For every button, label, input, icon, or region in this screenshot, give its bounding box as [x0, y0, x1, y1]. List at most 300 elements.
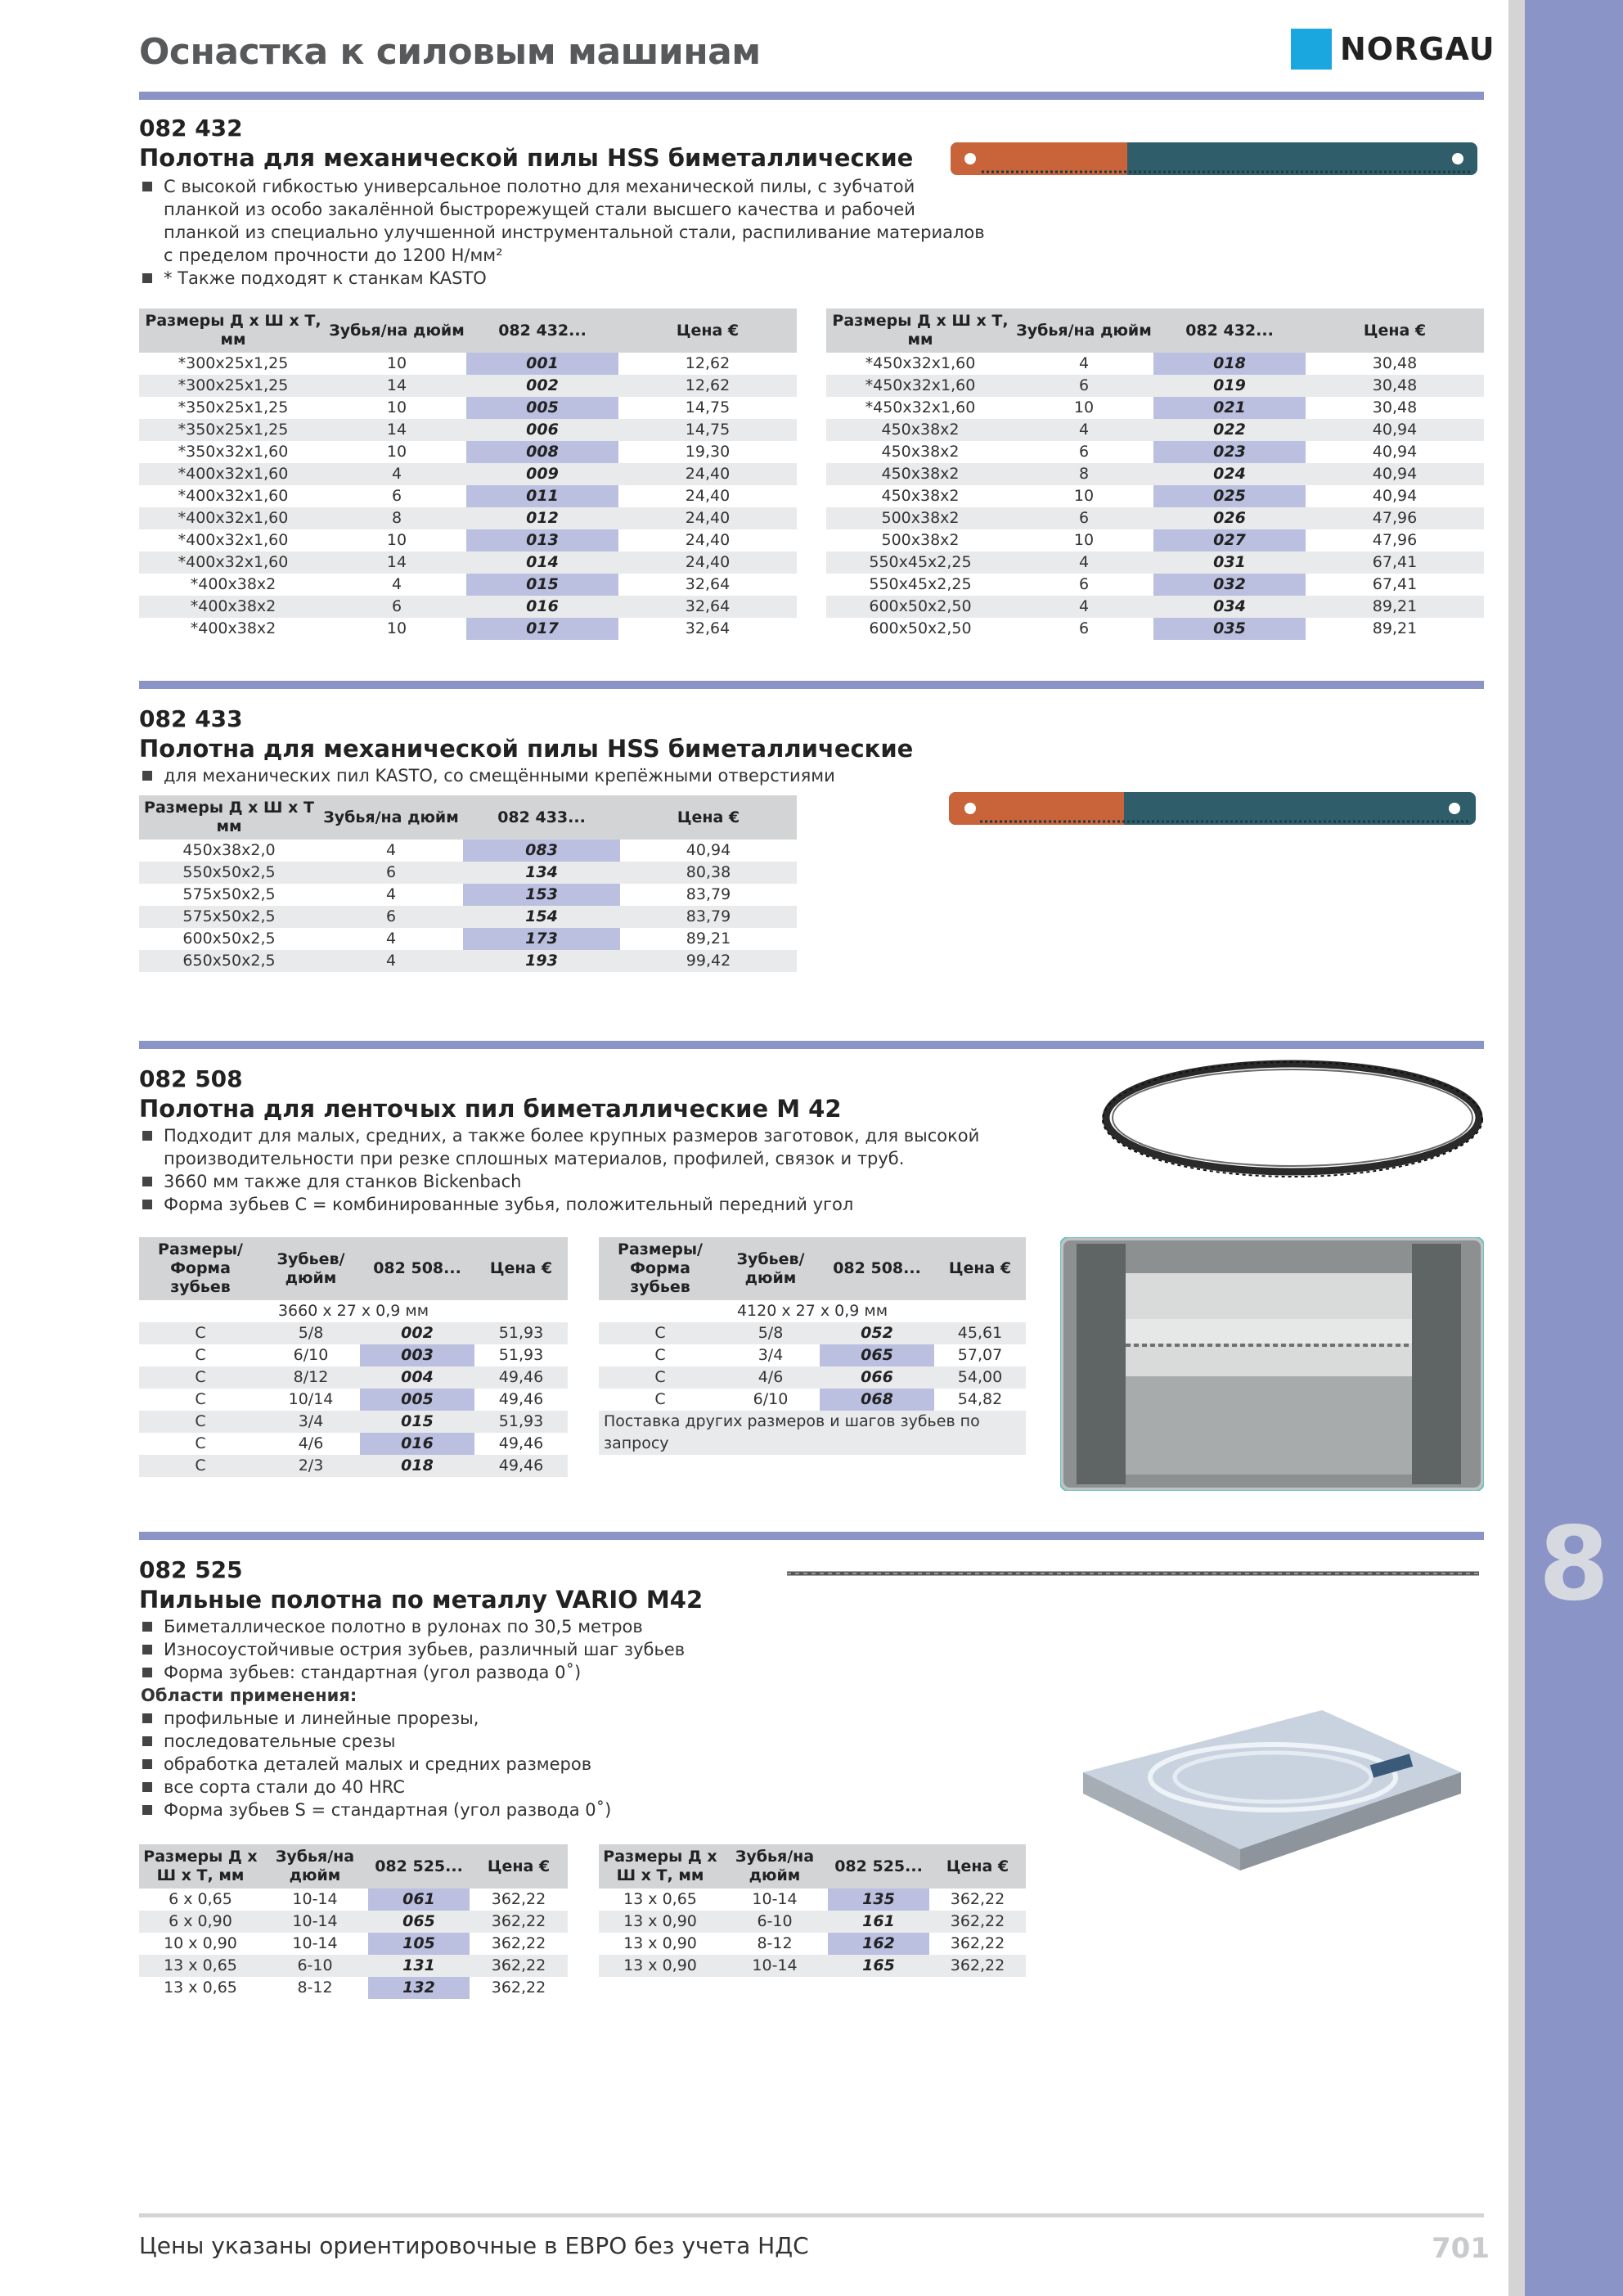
- band-saw-cutting-photo: [1060, 1237, 1484, 1491]
- col-header-teeth: Зубьев/ дюйм: [262, 1237, 360, 1300]
- table-row: [139, 485, 797, 507]
- col-header-code: 082 525...: [368, 1844, 470, 1889]
- cell-code: 193: [463, 950, 620, 972]
- col-header-price: Цена €: [929, 1844, 1026, 1889]
- table-row: [139, 1411, 568, 1433]
- table-row: [139, 884, 797, 906]
- hacksaw-blade-image: [949, 137, 1479, 180]
- cell-price: 362,22: [491, 1934, 546, 1952]
- cell-size: *400x38x2: [190, 619, 276, 637]
- bullet-continuation: планкой из особо закалённой быстрорежущей стали высшего качества и рабочей: [164, 200, 915, 219]
- cell-size: 450x38x2: [881, 487, 960, 505]
- cell-teeth: 10: [386, 531, 407, 549]
- table-row: [139, 463, 797, 485]
- cell-code: 132: [368, 1977, 470, 1999]
- table-row: [826, 353, 1484, 375]
- cell-price: 40,94: [1306, 463, 1484, 485]
- cell-teeth: 8-12: [297, 1979, 333, 1997]
- cell-code: 021: [1153, 397, 1306, 419]
- cell-teeth: 3/4: [758, 1346, 784, 1364]
- cell-teeth: 6-10: [722, 1911, 828, 1933]
- col-header-size: Размеры Д х Ш х Т, мм: [139, 1844, 262, 1889]
- table-row: [139, 862, 797, 884]
- cell-code: 019: [1153, 375, 1306, 397]
- cell-price: 40,94: [686, 841, 731, 859]
- cell-teeth: 10-14: [262, 1911, 368, 1933]
- cell-teeth: 6: [319, 862, 463, 884]
- cell-code: 065: [820, 1344, 934, 1366]
- table-row: [139, 596, 797, 618]
- cell-teeth: 4: [385, 885, 397, 903]
- cell-size: C: [139, 1366, 262, 1389]
- cell-size: 450x38x2,0: [182, 841, 276, 859]
- cell-code: 065: [368, 1911, 470, 1933]
- table-row: [599, 1955, 1026, 1977]
- cell-teeth: 6: [1014, 507, 1153, 529]
- brand-square-icon: [1291, 29, 1332, 70]
- table-body: [599, 1889, 1026, 1977]
- table-row: [826, 529, 1484, 551]
- cell-size: 500x38x2: [826, 507, 1014, 529]
- cell-code: 173: [463, 928, 620, 950]
- cell-teeth: 6: [391, 487, 402, 505]
- cell-price: 32,64: [685, 619, 731, 637]
- table-row: [139, 1933, 568, 1955]
- cell-size: 13 x 0,65: [164, 1979, 237, 1997]
- cell-price: 362,22: [950, 1890, 1005, 1908]
- cell-price: 24,40: [685, 531, 731, 549]
- cell-code: 006: [466, 419, 618, 441]
- cell-price: 12,62: [685, 354, 731, 372]
- cell-code: 135: [828, 1889, 929, 1911]
- table-row: [139, 1911, 568, 1933]
- cell-code: 035: [1153, 618, 1306, 640]
- cell-teeth: 6: [1078, 575, 1090, 593]
- cell-size: 600x50x2,5: [182, 930, 276, 948]
- bullet-item: профильные и линейные прорезы,: [141, 1707, 685, 1730]
- table-row: [826, 507, 1484, 529]
- cell-size: 550x45x2,25: [826, 551, 1014, 574]
- cell-teeth: 10: [386, 398, 407, 416]
- cell-price: 40,94: [1306, 419, 1484, 441]
- band-length-label: 4120 x 27 x 0,9 мм: [599, 1300, 1026, 1322]
- cell-size: 575x50x2,5: [182, 885, 276, 903]
- cell-price: 24,40: [685, 487, 731, 505]
- cell-price: 99,42: [620, 950, 797, 972]
- cell-teeth: 6: [319, 906, 463, 928]
- cell-code: 015: [360, 1411, 474, 1433]
- cell-price: 32,64: [685, 575, 731, 593]
- col-header-price: Цена €: [470, 1844, 568, 1889]
- table-note: Поставка других размеров и шагов зубьев по запросу: [599, 1411, 1026, 1455]
- col-header-teeth: Зубья/на дюйм: [262, 1844, 368, 1889]
- cell-price: 49,46: [474, 1366, 568, 1389]
- cell-code: 005: [360, 1389, 474, 1411]
- cell-teeth: 8: [1014, 463, 1153, 485]
- cell-price: 67,41: [1306, 551, 1484, 574]
- cell-price: 83,79: [686, 885, 731, 903]
- table-body: [826, 353, 1484, 640]
- cell-teeth: 6/10: [293, 1346, 329, 1364]
- table-body: [139, 840, 797, 972]
- table-row: [139, 1955, 568, 1977]
- brand-name: NORGAU: [1340, 31, 1495, 67]
- cell-teeth: 5/8: [262, 1322, 360, 1344]
- cell-price: 362,22: [491, 1890, 546, 1908]
- table-row: [826, 375, 1484, 397]
- section-bullets: [141, 1615, 685, 1821]
- cell-code: 031: [1153, 551, 1306, 574]
- table-row: [139, 618, 797, 640]
- cell-size: C: [654, 1346, 666, 1364]
- bullet-item: все сорта стали до 40 HRC: [141, 1776, 685, 1799]
- table-row: [599, 1366, 1026, 1389]
- product-table-082525-right: [599, 1844, 1026, 1977]
- cell-teeth: 14: [327, 419, 466, 441]
- cell-code: 003: [360, 1344, 474, 1366]
- col-header-code: 082 432...: [1153, 308, 1306, 353]
- bullet-item: Подходит для малых, средних, а также более крупных размеров заготовок, для высокой: [141, 1124, 979, 1147]
- table-row: [826, 397, 1484, 419]
- cell-size: 13 x 0,90: [599, 1955, 722, 1977]
- cell-size: C: [139, 1455, 262, 1477]
- cell-teeth: 2/3: [262, 1455, 360, 1477]
- col-header-teeth: Зубья/на дюйм: [327, 308, 466, 353]
- cell-size: 600x50x2,50: [869, 619, 972, 637]
- cell-size: 10 x 0,90: [164, 1934, 237, 1952]
- cell-price: 47,96: [1372, 531, 1418, 549]
- cell-teeth: 10: [386, 619, 407, 637]
- table-body: [599, 1322, 1026, 1411]
- cell-size: 575x50x2,5: [139, 906, 319, 928]
- cell-price: 32,64: [618, 596, 797, 618]
- product-table-082508-left: [139, 1237, 568, 1477]
- cell-price: 30,48: [1372, 398, 1418, 416]
- cell-size: *450x32x1,60: [865, 398, 976, 416]
- bullet-continuation: планкой из специально улучшенной инструментальной стали, распиливание материалов: [164, 223, 985, 242]
- cell-price: 51,93: [474, 1411, 568, 1433]
- cell-code: 068: [820, 1389, 934, 1411]
- cell-size: 600x50x2,50: [826, 596, 1014, 618]
- table-row: [139, 574, 797, 596]
- cell-size: 6 x 0,65: [169, 1890, 232, 1908]
- side-band-gray: [1508, 0, 1525, 2296]
- cell-code: 052: [820, 1322, 934, 1344]
- cell-size: C: [139, 1322, 262, 1344]
- product-table-082433: [139, 795, 797, 972]
- table-body: [139, 353, 797, 640]
- table-row: [826, 596, 1484, 618]
- cell-price: 14,75: [685, 398, 731, 416]
- cell-price: 40,94: [1372, 443, 1418, 461]
- cell-price: 24,40: [618, 507, 797, 529]
- cell-size: *350x25x1,25: [139, 419, 327, 441]
- cell-code: 016: [466, 596, 618, 618]
- cell-code: 022: [1153, 419, 1306, 441]
- section-divider: [139, 1041, 1484, 1049]
- cell-code: 014: [466, 551, 618, 574]
- col-header-code: 082 432...: [466, 308, 618, 353]
- col-header-size: Размеры Д х Ш х Т, мм: [599, 1844, 722, 1889]
- cell-size: C: [654, 1390, 666, 1408]
- cell-size: 13 x 0,65: [623, 1890, 697, 1908]
- cell-price: 67,41: [1372, 575, 1418, 593]
- table-row: [139, 419, 797, 441]
- col-header-price: Цена €: [618, 308, 797, 353]
- table-row: [139, 1455, 568, 1477]
- table-row: [599, 1933, 1026, 1955]
- table-body: [139, 1322, 568, 1477]
- cell-code: 161: [828, 1911, 929, 1933]
- table-row: [139, 1889, 568, 1911]
- col-header-code: 082 508...: [360, 1237, 474, 1300]
- cell-size: 500x38x2: [881, 531, 960, 549]
- cell-teeth: 4/6: [722, 1366, 820, 1389]
- section-number: 082 525: [139, 1556, 243, 1583]
- cell-teeth: 10: [386, 354, 407, 372]
- table-row: [599, 1889, 1026, 1911]
- col-header-teeth: Зубья/на дюйм: [319, 795, 463, 840]
- cell-code: 011: [466, 485, 618, 507]
- table-row: [599, 1911, 1026, 1933]
- bullet-item: Форма зубьев: стандартная (угол развода 0˚): [141, 1661, 685, 1684]
- cell-price: 362,22: [470, 1955, 568, 1977]
- section-bullets: [141, 764, 835, 787]
- table-row: [139, 551, 797, 574]
- cell-size: C: [195, 1390, 206, 1408]
- cell-teeth: 6: [1014, 375, 1153, 397]
- product-table-082432-right: [826, 308, 1484, 640]
- cell-teeth: 5/8: [722, 1322, 820, 1344]
- section-divider: [139, 1532, 1484, 1540]
- col-header-price: Цена €: [934, 1237, 1026, 1300]
- cell-code: 015: [466, 574, 618, 596]
- footer-price-note: Цены указаны ориентировочные в ЕВРО без учета НДС: [139, 2232, 809, 2259]
- col-header-code: 082 433...: [463, 795, 620, 840]
- cell-code: 004: [360, 1366, 474, 1389]
- cell-code: 026: [1153, 507, 1306, 529]
- bullet-continuation: с пределом прочности до 1200 Н/мм²: [164, 245, 503, 265]
- table-row: [139, 353, 797, 375]
- vario-blade-strip-image: [785, 1566, 1481, 1581]
- cell-code: 016: [360, 1433, 474, 1455]
- section-number: 082 508: [139, 1065, 243, 1092]
- col-header-size: Размеры Д х Ш х Т, мм: [139, 308, 327, 353]
- cell-size: 650x50x2,5: [139, 950, 319, 972]
- cell-size: *350x25x1,25: [178, 398, 289, 416]
- table-row: [826, 551, 1484, 574]
- cell-price: 47,96: [1306, 507, 1484, 529]
- cell-code: 154: [463, 906, 620, 928]
- cell-price: 49,46: [498, 1434, 544, 1452]
- section-title: Полотна для механической пилы HSS биметаллические: [139, 144, 914, 172]
- vario-blade-coil-box-image: [1077, 1702, 1464, 1874]
- table-row: [139, 1977, 568, 1999]
- bullet-item: для механических пил KASTO, со смещёнными крепёжными отверстиями: [141, 764, 835, 787]
- col-header-teeth: Зубья/на дюйм: [722, 1844, 828, 1889]
- cell-teeth: 10: [1073, 398, 1095, 416]
- table-row: [139, 441, 797, 463]
- brand-logo: [1291, 28, 1495, 70]
- cell-price: 49,46: [498, 1390, 544, 1408]
- cell-code: 027: [1153, 529, 1306, 551]
- cell-code: 002: [360, 1322, 474, 1344]
- bullet-item: Износоустойчивые острия зубьев, различный шаг зубьев: [141, 1638, 685, 1661]
- table-row: [139, 1389, 568, 1411]
- cell-code: 165: [828, 1955, 929, 1977]
- cell-teeth: 4: [1014, 419, 1153, 441]
- cell-teeth: 4: [385, 841, 397, 859]
- cell-teeth: 4: [327, 463, 466, 485]
- cell-price: 49,46: [474, 1455, 568, 1477]
- cell-code: 061: [368, 1889, 470, 1911]
- cell-code: 018: [360, 1455, 474, 1477]
- cell-price: 14,75: [618, 419, 797, 441]
- cell-size: *400x32x1,60: [139, 551, 327, 574]
- table-row: [139, 1344, 568, 1366]
- col-header-price: Цена €: [1306, 308, 1484, 353]
- cell-price: 30,48: [1372, 354, 1418, 372]
- product-table-082525-left: [139, 1844, 568, 1999]
- cell-price: 80,38: [620, 862, 797, 884]
- cell-price: 12,62: [618, 375, 797, 397]
- cell-size: C: [599, 1322, 722, 1344]
- table-row: [139, 928, 797, 950]
- cell-size: 450x38x2: [826, 419, 1014, 441]
- bullet-item: последовательные срезы: [141, 1730, 685, 1753]
- cell-code: 066: [820, 1366, 934, 1389]
- cell-price: 19,30: [685, 443, 731, 461]
- cell-price: 362,22: [929, 1911, 1026, 1933]
- cell-size: *400x38x2: [139, 596, 327, 618]
- col-header-size: Размеры Д х Ш х Т мм: [139, 795, 319, 840]
- cell-teeth: 10-14: [292, 1934, 338, 1952]
- cell-size: 450x38x2: [881, 443, 960, 461]
- table-row: [139, 950, 797, 972]
- col-header-code: 082 525...: [828, 1844, 929, 1889]
- bullet-item: 3660 мм также для станков Bickenbach: [141, 1170, 979, 1193]
- cell-code: 153: [463, 884, 620, 906]
- chapter-tab-number: 8: [1538, 1506, 1610, 1623]
- cell-size: 13 x 0,90: [623, 1934, 697, 1952]
- table-row: [826, 574, 1484, 596]
- cell-teeth: 10: [386, 443, 407, 461]
- application-heading: Области применения:: [141, 1686, 357, 1705]
- cell-teeth: 4: [385, 930, 397, 948]
- cell-teeth: 6-10: [262, 1955, 368, 1977]
- cell-code: 001: [466, 353, 618, 375]
- cell-size: C: [195, 1434, 206, 1452]
- cell-price: 24,40: [618, 463, 797, 485]
- cell-price: 54,82: [957, 1390, 1003, 1408]
- table-row: [599, 1322, 1026, 1344]
- bullet-item: С высокой гибкостью универсальное полотно для механической пилы, с зубчатой: [141, 175, 985, 198]
- cell-teeth: 6: [1078, 619, 1090, 637]
- cell-size: C: [599, 1366, 722, 1389]
- table-row: [139, 507, 797, 529]
- cell-teeth: 10-14: [752, 1890, 798, 1908]
- cell-code: 008: [466, 441, 618, 463]
- cell-price: 51,93: [498, 1346, 544, 1364]
- cell-teeth: 10: [1073, 531, 1095, 549]
- cell-teeth: 4/6: [298, 1434, 324, 1452]
- cell-price: 51,93: [474, 1322, 568, 1344]
- cell-price: 45,61: [934, 1322, 1026, 1344]
- cell-code: 005: [466, 397, 618, 419]
- col-header-size-form: Размеры/ Форма зубьев: [599, 1237, 722, 1300]
- cell-teeth: 8-12: [757, 1934, 793, 1952]
- col-header-price: Цена €: [620, 795, 797, 840]
- col-header-size-form: Размеры/ Форма зубьев: [139, 1237, 262, 1300]
- section-number: 082 432: [139, 115, 243, 142]
- section-divider: [139, 92, 1484, 100]
- cell-teeth: 14: [327, 551, 466, 574]
- table-row: [826, 618, 1484, 640]
- product-table-082508-right: [599, 1237, 1026, 1455]
- cell-size: *450x32x1,60: [865, 354, 976, 372]
- cell-teeth: 4: [1014, 551, 1153, 574]
- footer-divider: [139, 2213, 1484, 2217]
- cell-teeth: 6/10: [753, 1390, 789, 1408]
- cell-size: 13 x 0,90: [599, 1911, 722, 1933]
- cell-size: 550x45x2,25: [869, 575, 972, 593]
- cell-teeth: 10/14: [288, 1390, 334, 1408]
- section-title: Полотна для ленточых пил биметаллические М 42: [139, 1095, 842, 1123]
- cell-size: C: [139, 1411, 262, 1433]
- section-title: Пильные полотна по металлу VARIO M42: [139, 1586, 704, 1614]
- cell-code: 012: [466, 507, 618, 529]
- table-row: [139, 840, 797, 862]
- cell-price: 30,48: [1306, 375, 1484, 397]
- cell-price: 89,21: [1306, 596, 1484, 618]
- cell-code: 034: [1153, 596, 1306, 618]
- cell-teeth: 4: [1014, 596, 1153, 618]
- cell-code: 162: [828, 1933, 929, 1955]
- cell-code: 131: [368, 1955, 470, 1977]
- cell-teeth: 10-14: [722, 1955, 828, 1977]
- cell-code: 002: [466, 375, 618, 397]
- section-divider: [139, 681, 1484, 689]
- table-row: [139, 906, 797, 928]
- cell-size: *400x32x1,60: [178, 531, 289, 549]
- col-header-code: 082 508...: [820, 1237, 934, 1300]
- cell-price: 362,22: [950, 1934, 1005, 1952]
- section-bullets: [141, 175, 985, 290]
- cell-size: *350x32x1,60: [178, 443, 289, 461]
- col-header-teeth: Зубьев/ дюйм: [722, 1237, 820, 1300]
- table-row: [599, 1344, 1026, 1366]
- cell-price: 57,07: [957, 1346, 1003, 1364]
- bullet-item: обработка деталей малых и средних размеров: [141, 1753, 685, 1776]
- col-header-teeth: Зубья/на дюйм: [1014, 308, 1153, 353]
- page-number: 701: [1432, 2232, 1490, 2265]
- cell-teeth: 6: [327, 596, 466, 618]
- cell-size: 550x50x2,5: [139, 862, 319, 884]
- section-bullets: [141, 1124, 979, 1216]
- cell-code: 083: [463, 840, 620, 862]
- cell-price: 40,94: [1372, 487, 1418, 505]
- bullet-item: Биметаллическое полотно в рулонах по 30,5 метров: [141, 1615, 685, 1638]
- bullet-item: Форма зубьев S = стандартная (угол развода 0˚): [141, 1799, 685, 1821]
- table-row: [139, 375, 797, 397]
- col-header-size: Размеры Д х Ш х Т, мм: [826, 308, 1014, 353]
- cell-code: 013: [466, 529, 618, 551]
- cell-price: 362,22: [491, 1979, 546, 1997]
- cell-price: 89,21: [686, 930, 731, 948]
- cell-code: 134: [463, 862, 620, 884]
- cell-code: 025: [1153, 485, 1306, 507]
- section-title: Полотна для механической пилы HSS биметаллические: [139, 735, 914, 763]
